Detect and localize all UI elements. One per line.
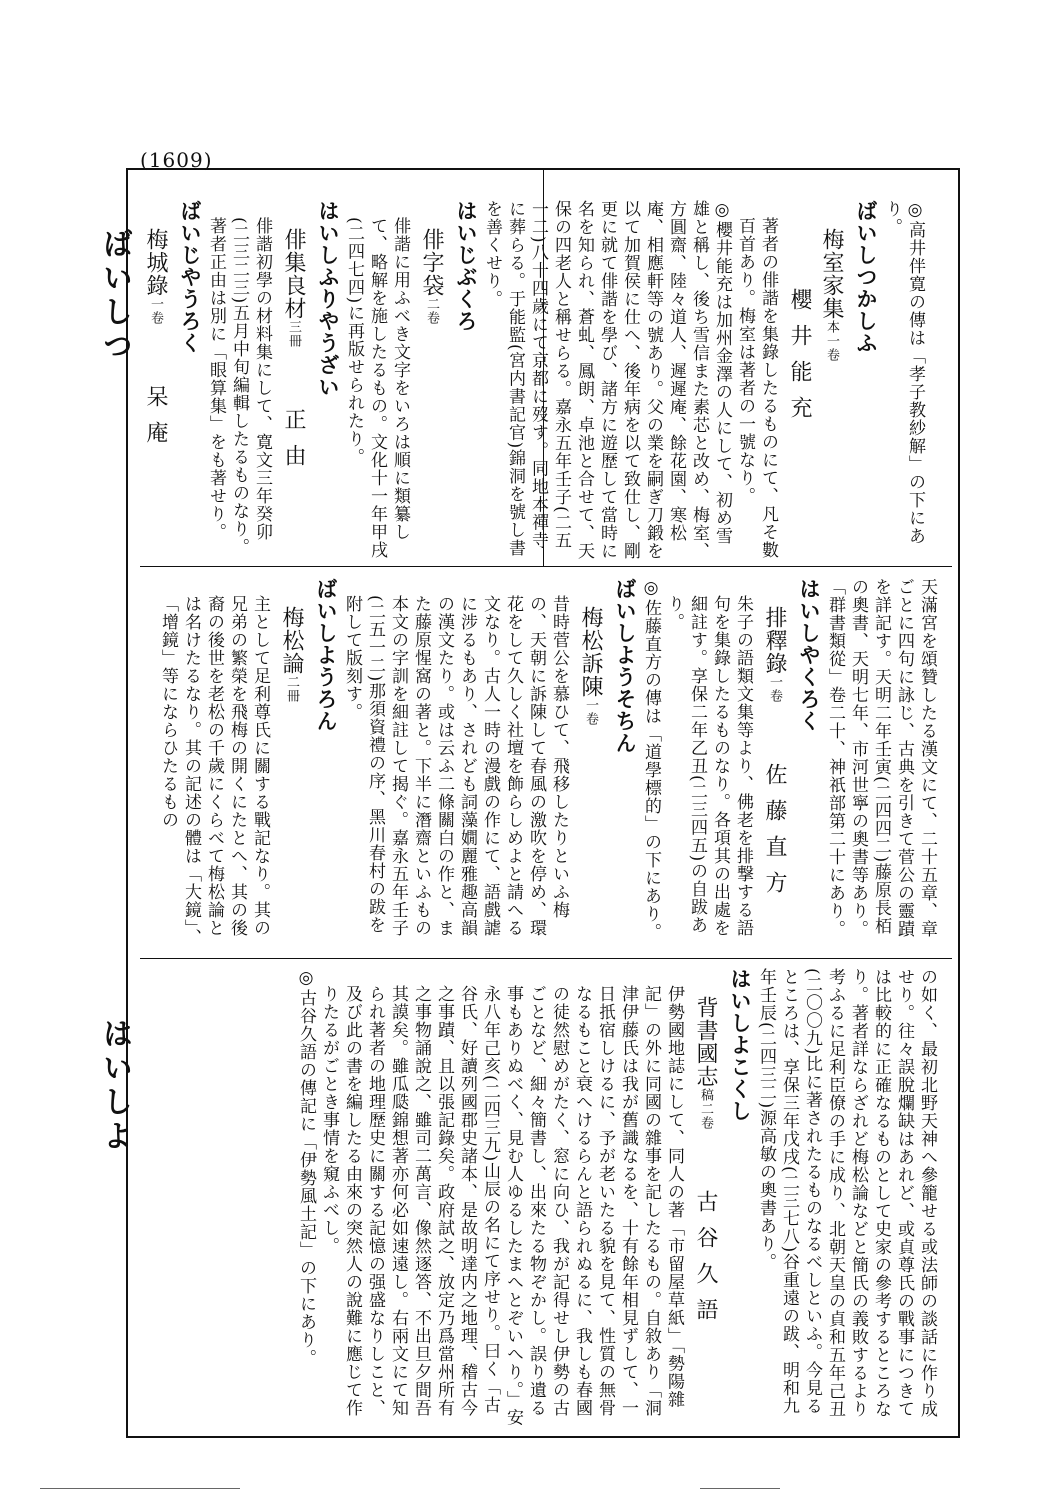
entry-title: 俳字袋 [419,228,444,297]
volume-count: 三冊 [286,320,301,348]
side-heading-left: はいしよ [97,1018,132,1154]
entry-paragraph: 主として足利尊氏に關する戰記なり。其の兄弟の繁榮を飛梅の開くにたとへ、其の後裔の後世を老松の千歲にくらべて梅松論とは名けたるなり。其の記述の體は「大鏡」、「增鏡」等にならひたるもの [158,595,270,947]
entry-headword: はいしよこくし [728,968,753,1122]
horizontal-divider [140,566,952,567]
entry-title: 背書國志 [693,996,718,1088]
author-name: 正由 [281,408,306,480]
entry-title-line [783,200,847,560]
entry-headword: ばいしようそちん [613,578,638,754]
entry-paragraph: ◎高井伴寛の傳は「孝子教紗解」の下にあり。 [882,200,925,545]
entry-title-line [277,200,309,560]
entry-paragraph: ◎古谷久語の傳記に「伊勢風土記」の下にあり。 [296,968,316,1367]
column-block-top-left [148,578,938,950]
column-block-bottom [148,968,938,1428]
volume-count: 一卷 [767,675,782,703]
entry-paragraph: 伊勢國地誌にして、同人の著「市留屋草紙」「勢陽雜記」の外に同國の雜事を記したるもの。自敘あり「洞津伊藤氏は我が舊識なるを、十有餘年相見ずして、一日扺宿しけるに、予が老いたる貌を見て、性質の無骨なるもこと衰へけるらんと語られぬるに、我しも春國の徒然慰めがたく、窓に向ひ、我が記得せし伊勢の古ごとなど、細々簡書し、出來たる物ぞかし。誤り遺る事もありぬべく、見む人ゆるしたまへとぞいへり。」安永八年己亥(二四三九)山辰の名にて序せり。曰く「古谷氏、好讀列國郡史諸本、是故明達内之地理、稽古今之事蹟、且以張記錄矣。政府試之、放定乃爲當州所有之事物誦說之、雖司二萬言、像然逐答、不出旦夕間吾其謨矣。雖瓜瓞錦想著亦何必如速遠し。右兩文にて知られ著者の地理歷史に關する記憶の强盛なりしこと、及び此の書を編したる由來の突然人の說難に應じて作りたるがごとき事情を窺ふべし。 [319,985,684,1427]
entry-paragraph: 昔時菅公を慕ひて、飛移したりといふ梅の、天朝に訴陳して春風の激吹を停め、環花をして久しく社壇を飾らしめよと請へる文なり。古人一時の漫戲の作にて、語戲謔に涉るもあり、されども詞藻嫺麗雅趣高韻の漢文たり。或は云ふ二條關白の作と、また藤原惺窩の著と。下半に潛齋といふもの本文の字訓を細註して揭ぐ。嘉永五年壬子(二五一二)那須資禮の序、黑川春村の跋を附して版刻す。 [342,595,569,937]
column-block-top-right [143,200,926,560]
section-divider [140,958,952,959]
entry-title-line [139,200,171,560]
footer-rule-right [700,1488,780,1489]
entry-paragraph: の如く、最初北野天神へ參籠せる或法師の談話に作り成せり。往々誤脫爛缺はあれど、或貞尊氏の戰事につきては比較的に正確なるものとして史家の參考するところなり。著者詳ならざれど梅松論などと簡氏の義敗するより考ふるに足利臣僚の手に成り、北朝天皇の貞和五年己丑(二〇〇九)比に著されたるものなるべしといふ。今見るところは、享保三年戊戌(二三七八)谷重遠の跋、明和九年壬辰(二四三二)源高敏の奧書あり。 [756,968,937,1418]
entry-paragraph: 俳諧に用ふべき文字をいろは順に類纂して、略解を施したるもの。文化十一年甲戌(二四七四)に再版せられたり。 [344,217,410,559]
entry-title-line [689,968,721,1428]
entry-paragraph: ◎櫻井能充は加州金澤の人にして、初め雪雄と稱し、後ち雪信また素芯と改め、梅室、方圓齋、陸々道人、遲遲庵、餘花園、寒松庵、相應軒等の號あり。父の業を嗣ぎ刀鍛を以て加賀侯に仕へ、後年病を以て致仕し、剛更に就て俳諧を學び、諸方に遊歷して當時に名を知られ、蒼虬、鳳朗、卓池と合せて、天保の四老人と稱せらる。嘉永五年壬子(二五一二)八十四歲にて京都に歿す。同地本禪寺に葬らる。于能監(宮内書記官)錦洞を號し書を善くせり。 [482,200,732,560]
entry-title: 梅室家集 [819,228,844,320]
author-name: 櫻井能充 [787,288,812,432]
author-name: 呆庵 [143,385,168,457]
volume-count: 一卷 [148,297,163,325]
author-name: 佐藤直方 [762,763,787,907]
entry-title: 俳集良材 [281,228,306,320]
volume-count: 二冊 [284,675,299,703]
entry-title: 排釋錄 [762,606,787,675]
author-name: 古谷久語 [693,1190,718,1334]
entry-paragraph: 朱子の語類文集等より、佛老を排撃する語句を集錄したるものなり。各項其の出處を細註す。享保二年乙丑(二三四五)の自跋あり。 [664,595,753,937]
volume-count: 一卷 [583,698,598,726]
entry-title: 梅松論 [279,606,304,675]
footer-rule-left [40,1488,240,1489]
entry-title: 梅松訴陳 [578,606,603,698]
entry-headword: はいしふりやうざい [316,200,341,398]
entry-paragraph: 天滿宮を頌贊したる漢文にて、二十五章、章ごとに四句に詠じ、古典を引きて菅公の靈蹟を詳記す。天明二年壬寅(二四四二)藤原長栢の奧書、天明七年、市河世寧の奧書等あり。「群書類從」卷二十、神祇部第二十にあり。 [825,578,937,938]
entry-title-line [574,578,606,950]
volume-count: 稿二卷 [698,1088,713,1130]
entry-title-line [415,200,447,560]
entry-title-line [758,578,790,950]
entry-headword: ばいしつかしふ [854,200,879,354]
side-heading-right: ばいしつ [97,228,132,364]
entry-paragraph: ◎佐藤直方の傳は「道學標的」の下にあり。 [641,578,661,941]
entry-paragraph: 俳諧初學の材料集にして、寛文三年癸卯(二三二三)五月中旬編輯したるものなり。著者正由は別に「眼算集」をも著せり。 [206,217,272,557]
entry-headword: ばいじやうろく [178,200,203,354]
volume-count: 本一卷 [824,320,839,362]
entry-headword: はいしやくろく [797,578,822,732]
entry-headword: ばいしようろん [314,578,339,732]
entry-title-line [275,578,307,950]
entry-paragraph: 著者の俳諧を集錄したるものにて、凡そ數百首あり。梅室は著者の一號なり。 [735,217,778,559]
entry-headword: はいじぶくろ [454,200,479,332]
page-number: (1609) [140,148,213,172]
volume-count: 二卷 [424,297,439,325]
entry-title: 梅城錄 [143,228,168,297]
